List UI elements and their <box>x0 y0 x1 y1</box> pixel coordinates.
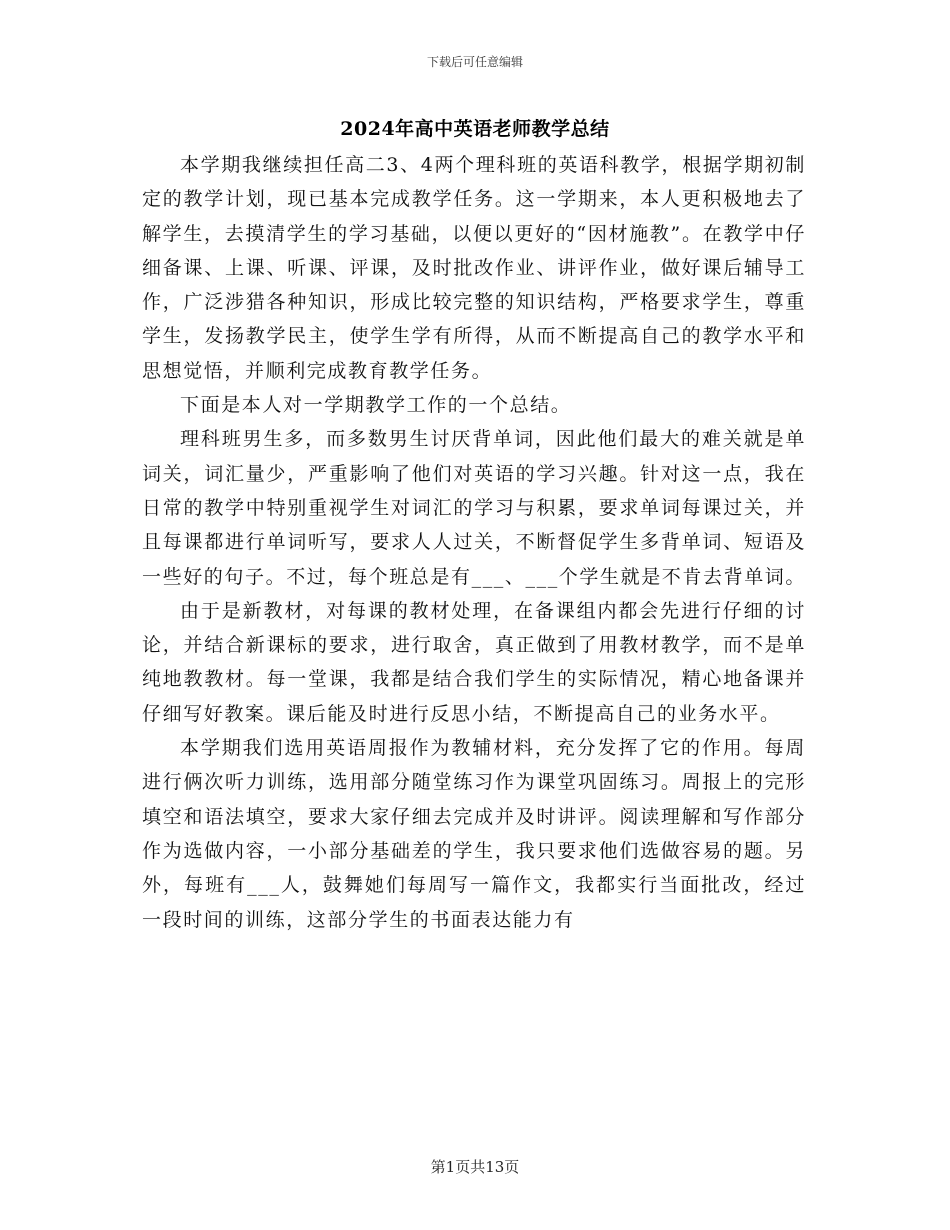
paragraph: 下面是本人对一学期教学工作的一个总结。 <box>180 394 572 417</box>
paragraph: 本学期我们选用英语周报作为教辅材料，充分发挥了它的作用。每周进行俩次听力训练，选用部分随堂练习作为课堂巩固练习。周报上的完形填空和语法填空，要求大家仔细去完成并及时讲评。阅读理解和写作部分作为选做内容，一小部分基础差的学生，我只要求他们选做容易的题。另外，每班有___人，鼓舞她们每周写一篇作文，我都实行当面批改，经过一段时间的训练，这部分学生的书面表达能力有 <box>142 737 806 931</box>
page-number: 第1页共13页 <box>430 1158 520 1176</box>
paragraph: 由于是新教材，对每课的教材处理，在备课组内都会先进行仔细的讨论，并结合新课标的要求，进行取舍，真正做到了用教材教学，而不是单纯地教教材。每一堂课，我都是结合我们学生的实际情况，精心地备课并仔细写好教案。课后能及时进行反思小结，不断提高自己的业务水平。 <box>142 599 806 725</box>
header-note: 下载后可任意编辑 <box>426 55 523 69</box>
paragraph: 本学期我继续担任高二3、4两个理科班的英语科教学，根据学期初制定的教学计划，现已基本完成教学任务。这一学期来，本人更积极地去了解学生，去摸清学生的学习基础，以便以更好的“因材施教”。在教学中仔细备课、上课、听课、评课，及时批改作业、讲评作业，做好课后辅导工作，广泛涉猎各种知识，形成比较完整的知识结构，严格要求学生，尊重学生，发扬教学民主，使学生学有所得，从而不断提高自己的教学水平和思想觉悟，并顺利完成教育教学任务。 <box>142 154 806 382</box>
document-title: 2024年高中英语老师教学总结 <box>340 118 610 140</box>
document-body <box>142 148 806 937</box>
paragraph: 理科班男生多，而多数男生讨厌背单词，因此他们最大的难关就是单词关，词汇量少，严重影响了他们对英语的学习兴趣。针对这一点，我在日常的教学中特别重视学生对词汇的学习与积累，要求单词每课过关，并且每课都进行单词听写，要求人人过关，不断督促学生多背单词、短语及一些好的句子。不过，每个班总是有___、___个学生就是不肯去背单词。 <box>142 428 807 588</box>
